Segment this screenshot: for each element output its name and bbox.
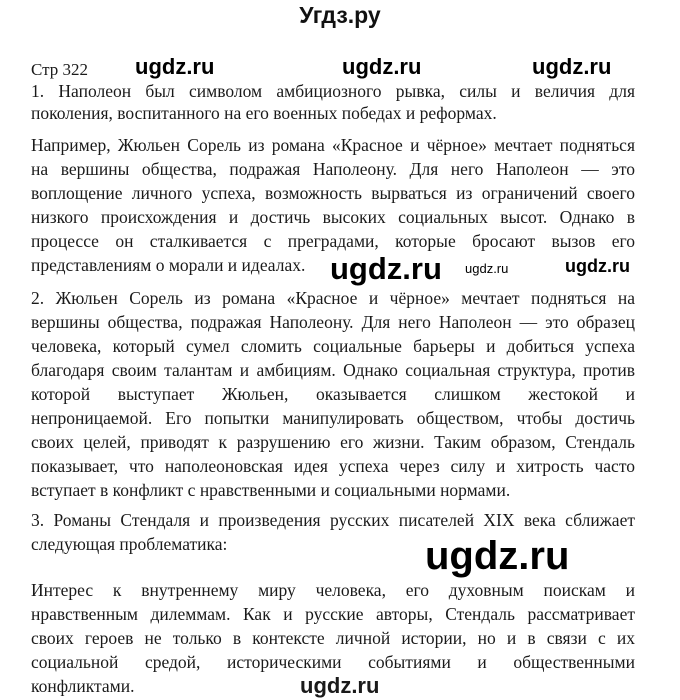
text-line: низкого происхождения и достичь высоких социальных высот. Однако в xyxy=(31,207,635,227)
text-line: Например, Жюльен Сорель из романа «Красное и чёрное» мечтает подняться xyxy=(31,135,635,155)
text-line: следующая проблематика: xyxy=(31,534,228,554)
watermark: ugdz.ru xyxy=(532,54,612,79)
footer-watermark: ugdz.ru xyxy=(300,673,380,698)
watermark: ugdz.ru xyxy=(342,54,422,79)
page-label: Стр 322 xyxy=(31,60,89,79)
text-line: нравственным дилеммам. Как и русские авторы, Стендаль рассматривает xyxy=(31,604,635,624)
text-line: человека, который сумел сломить социальные барьеры и добиться успеха xyxy=(31,336,635,356)
text-line: вступает в конфликт с нравственными и социальными нормами. xyxy=(31,480,511,500)
text-line: 3. Романы Стендаля и произведения русских писателей XIX века сближает xyxy=(31,510,635,530)
text-line: 2. Жюльен Сорель из романа «Красное и чёрное» мечтает подняться на xyxy=(31,288,635,308)
text-line: благодаря своим талантам и амбициям. Однако социальная структура, против xyxy=(31,360,635,380)
text-line: которой выступает Жюльен, оказывается слишком жестокой и xyxy=(31,384,635,404)
text-line: поколения, воспитанного на его военных победах и реформах. xyxy=(31,103,497,123)
watermark: ugdz.ru xyxy=(465,261,509,276)
text-line: непроницаемой. Его попытки манипулировать обществом, чтобы достичь xyxy=(31,408,635,428)
text-line: представлениям о морали и идеалах. xyxy=(31,255,306,275)
text-line: своих целей, приводят к разрушению его жизни. Таким образом, Стендаль xyxy=(31,432,635,452)
site-title: Угдз.ру xyxy=(299,2,381,28)
watermark: ugdz.ru xyxy=(565,256,630,276)
text-line: показывает, что наполеоновская идея успеха через силу и хитрость часто xyxy=(31,456,635,476)
text-line: Интерес к внутреннему миру человека, его духовным поискам и xyxy=(31,580,635,600)
text-line: конфликтами. xyxy=(31,676,135,696)
watermark: ugdz.ru xyxy=(330,251,442,286)
text-line: вершины общества, подражая Наполеону. Для него Наполеон — это образец xyxy=(31,312,635,332)
watermark: ugdz.ru xyxy=(135,54,215,79)
text-line: воплощение личного успеха, возможность вырваться из ограничений своего xyxy=(31,183,635,203)
text-line: на вершины общества, подражая Наполеону. Для него Наполеон — это xyxy=(31,159,635,179)
text-line: социальной средой, историческими событиями и общественными xyxy=(31,652,635,672)
text-line: своих героев не только в контексте личной истории, но и в связи с их xyxy=(31,628,635,648)
text-line: процессе он сталкивается с преградами, которые бросают вызов его xyxy=(31,231,635,251)
text-line: 1. Наполеон был символом амбициозного рывка, силы и величия для xyxy=(31,81,635,101)
watermark: ugdz.ru xyxy=(425,534,570,578)
